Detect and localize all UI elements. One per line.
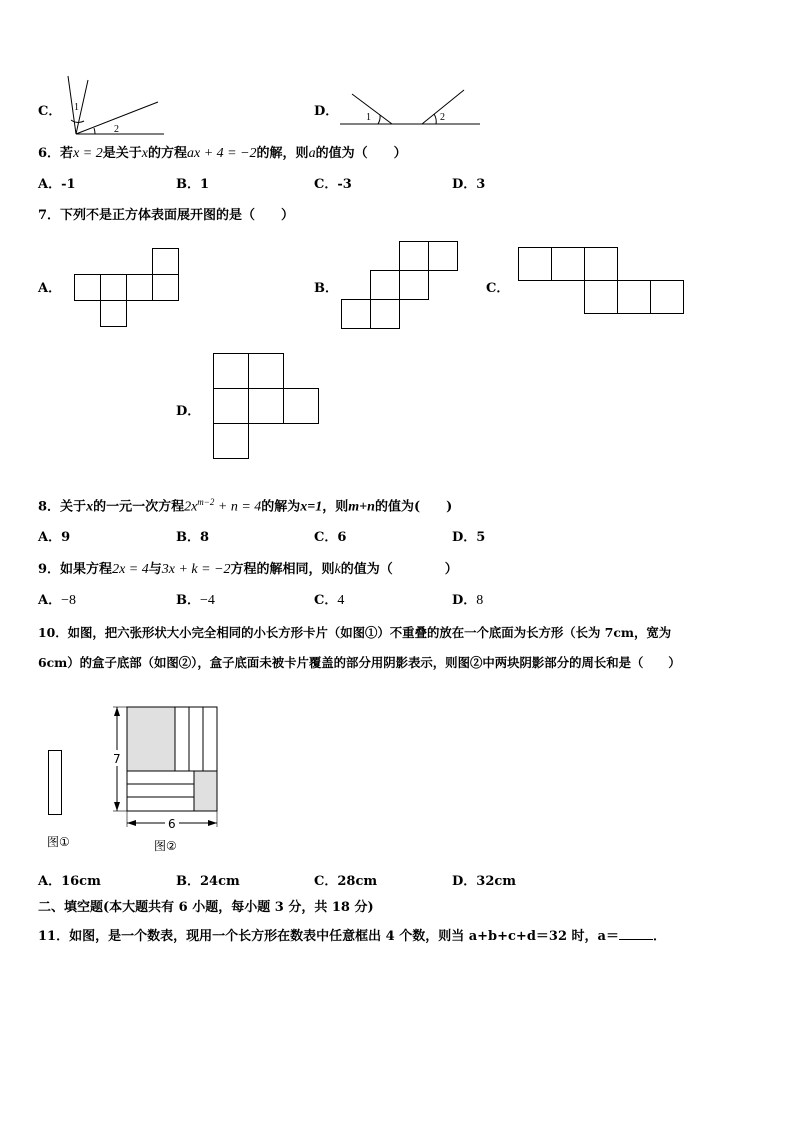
q8-equation-rest: + n = 4 [214, 499, 262, 515]
q8-option-d[interactable]: D．5 [452, 530, 486, 545]
q5-c-angle-2: 2 [114, 124, 119, 135]
q9-option-a[interactable]: A．−8 [38, 593, 76, 608]
q10-option-c[interactable]: C．28cm [314, 874, 378, 889]
q10-dim-width: 6 [168, 817, 176, 831]
q5-option-d-label: D． [314, 104, 339, 119]
q7-option-c-net [518, 246, 688, 316]
q8-stem: 8．关于x的一元一次方程$2x^{m-2} + n = 4$的解为x=1，则m+n的值为( ) [38, 497, 453, 515]
q7-option-b-label[interactable]: B． [314, 281, 338, 296]
q6-stem: 6．若x = 2是关于x的方程ax + 4 = −2的解，则a的值为（ ） [38, 146, 407, 161]
q10-option-b[interactable]: B．24cm [176, 874, 240, 889]
q6-number: 6． [38, 146, 61, 161]
q8-option-c[interactable]: C．6 [314, 530, 347, 545]
q7-option-c-label[interactable]: C． [486, 281, 510, 296]
q9-eq2: 3x + k = −2 [161, 562, 231, 577]
q5-d-angle-1: 1 [366, 112, 371, 123]
q9-stem: 9．如果方程2x = 4与3x + k = −2方程的解相同，则k的值为（ ） [38, 562, 458, 577]
q11-answer-blank[interactable] [619, 927, 653, 940]
q7-option-d-net [212, 352, 322, 462]
q7-option-b-net [341, 240, 461, 330]
q10-figure-2 [104, 704, 224, 834]
q7-stem: 7．下列不是正方体表面展开图的是（ ） [38, 208, 295, 223]
q5-option-c-label: C． [38, 104, 62, 119]
q10-figure-1 [46, 748, 66, 818]
q8-equation-exponent: m−2 [197, 497, 215, 507]
q10-stem-line2: 6cm）的盒子底部（如图②），盒子底面未被卡片覆盖的部分用阴影表示，则图②中两块阴影部分的周长和是（ ） [38, 655, 681, 670]
q9-option-c[interactable]: C．4 [314, 593, 345, 608]
q10-option-a[interactable]: A．16cm [38, 874, 101, 889]
q9-option-b[interactable]: B．−4 [176, 593, 215, 608]
q8-equation-base: 2x [184, 499, 198, 515]
q6-eq1: x = 2 [73, 146, 103, 161]
q10-figure-1-caption: 图① [47, 835, 70, 849]
q7-option-d-label[interactable]: D． [176, 404, 201, 419]
q6-eq2: ax + 4 = −2 [186, 146, 257, 161]
q8-number: 8． [38, 499, 61, 515]
q9-option-d[interactable]: D．8 [452, 593, 484, 608]
q11-stem: 11．如图，是一个数表，现用一个长方形在数表中任意框出 4 个数，则当 a+b+c+d＝32 时，a＝ ． [38, 929, 666, 944]
section-heading-fill-in: 二、填空题(本大题共有 6 小题，每小题 3 分，共 18 分) [38, 900, 374, 915]
q10-figure-2-caption: 图② [154, 839, 177, 853]
q7-option-a-label[interactable]: A． [38, 281, 62, 296]
q6-option-d[interactable]: D．3 [452, 177, 486, 192]
q5-option-d-figure [336, 84, 486, 126]
q6-option-a[interactable]: A．-1 [38, 177, 76, 192]
q5-option-c-figure [60, 70, 170, 140]
q9-number: 9． [38, 562, 61, 577]
q5-d-angle-2: 2 [440, 112, 445, 123]
q6-option-b[interactable]: B．1 [176, 177, 210, 192]
q7-number: 7． [38, 208, 61, 223]
q10-stem-line1: 10．如图，把六张形状大小完全相同的小长方形卡片（如图①）不重叠的放在一个底面为长方形（长为 7cm，宽为 [38, 625, 672, 640]
q10-dim-height: 7 [113, 752, 121, 766]
q9-eq1: 2x = 4 [112, 562, 149, 577]
q10-number: 10． [38, 625, 68, 640]
q8-option-b[interactable]: B．8 [176, 530, 210, 545]
q8-option-a[interactable]: A．9 [38, 530, 71, 545]
q5-c-angle-1: 1 [74, 102, 79, 113]
q11-number: 11． [38, 929, 70, 944]
q7-option-a-net [74, 247, 182, 329]
q6-option-c[interactable]: C．-3 [314, 177, 352, 192]
q10-option-d[interactable]: D．32cm [452, 874, 517, 889]
